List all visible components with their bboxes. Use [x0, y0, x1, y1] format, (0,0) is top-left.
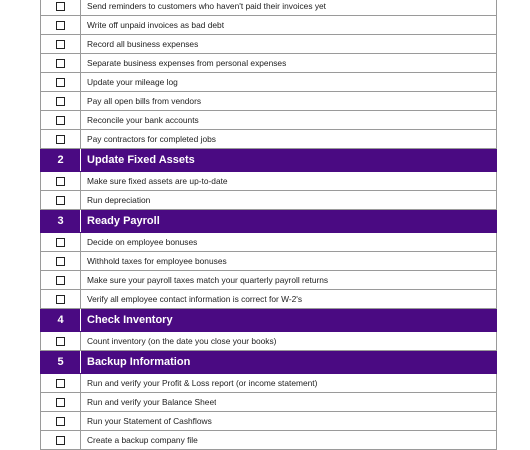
checkbox[interactable]	[56, 379, 65, 388]
checklist-item-label: Update your mileage log	[87, 77, 178, 87]
checklist-row	[40, 0, 497, 16]
checklist-item-label: Make sure fixed assets are up-to-date	[87, 176, 228, 186]
checklist-row	[40, 271, 497, 290]
checkbox-cell	[41, 16, 81, 34]
checklist-item-label: Run depreciation	[87, 195, 151, 205]
section-number-cell	[41, 210, 81, 232]
checkbox[interactable]	[56, 59, 65, 68]
checkbox[interactable]	[56, 78, 65, 87]
section-number-cell	[41, 149, 81, 171]
checkbox-cell	[41, 172, 81, 190]
checkbox[interactable]	[56, 40, 65, 49]
checklist-item-label: Make sure your payroll taxes match your quarterly payroll returns	[87, 275, 329, 285]
checklist-row	[40, 431, 497, 450]
checklist-row	[40, 233, 497, 252]
checklist-item-label: Run and verify your Balance Sheet	[87, 397, 217, 407]
checklist-item-label: Send reminders to customers who haven't paid their invoices yet	[87, 1, 327, 11]
checkbox-cell	[41, 271, 81, 289]
checkbox-cell	[41, 233, 81, 251]
checkbox[interactable]	[56, 417, 65, 426]
checklist-item-label: Pay all open bills from vendors	[87, 96, 202, 106]
checkbox-cell	[41, 191, 81, 209]
checklist-row	[40, 92, 497, 111]
checkbox[interactable]	[56, 276, 65, 285]
checkbox[interactable]	[56, 2, 65, 11]
section-title: Check Inventory	[87, 314, 173, 326]
section-title: Ready Payroll	[87, 215, 160, 227]
checkbox[interactable]	[56, 21, 65, 30]
checkbox-cell	[41, 332, 81, 350]
checklist-item-label: Pay contractors for completed jobs	[87, 134, 216, 144]
section-number: 2	[57, 154, 64, 166]
checkbox-cell	[41, 412, 81, 430]
section-header	[40, 149, 497, 172]
section-number: 4	[57, 314, 64, 326]
checklist-row	[40, 73, 497, 92]
section-number: 5	[57, 356, 64, 368]
section-header	[40, 309, 497, 332]
checkbox-cell	[41, 111, 81, 129]
checkbox-cell	[41, 35, 81, 53]
checklist-row	[40, 172, 497, 191]
checklist-row	[40, 393, 497, 412]
checkbox-cell	[41, 290, 81, 308]
checklist-item-label: Count inventory (on the date you close your books)	[87, 336, 277, 346]
checklist-item-label: Run and verify your Profit & Loss report (or income statement)	[87, 378, 318, 388]
checklist-item-label: Withhold taxes for employee bonuses	[87, 256, 227, 266]
checklist-row	[40, 16, 497, 35]
checklist-row	[40, 111, 497, 130]
checklist-item-label: Record all business expenses	[87, 39, 199, 49]
section-title: Update Fixed Assets	[87, 154, 195, 166]
checklist-item-label: Separate business expenses from personal expenses	[87, 58, 287, 68]
checklist-row	[40, 412, 497, 431]
checklist-row	[40, 130, 497, 149]
checklist-row	[40, 191, 497, 210]
checkbox[interactable]	[56, 196, 65, 205]
checklist-table	[40, 0, 497, 450]
checkbox-cell	[41, 73, 81, 91]
checkbox[interactable]	[56, 177, 65, 186]
checklist-item-label: Reconcile your bank accounts	[87, 115, 199, 125]
section-title: Backup Information	[87, 356, 191, 368]
checkbox[interactable]	[56, 238, 65, 247]
checkbox[interactable]	[56, 295, 65, 304]
checklist-item-label: Decide on employee bonuses	[87, 237, 198, 247]
checkbox-cell	[41, 252, 81, 270]
checklist-row	[40, 252, 497, 271]
section-number: 3	[57, 215, 64, 227]
section-header	[40, 210, 497, 233]
checkbox[interactable]	[56, 135, 65, 144]
section-number-cell	[41, 351, 81, 373]
checklist-item-label: Run your Statement of Cashflows	[87, 416, 212, 426]
checklist-row	[40, 54, 497, 73]
checklist-row	[40, 332, 497, 351]
checkbox-cell	[41, 92, 81, 110]
checkbox-cell	[41, 54, 81, 72]
checklist-item-label: Create a backup company file	[87, 435, 198, 445]
checkbox[interactable]	[56, 436, 65, 445]
checkbox-cell	[41, 393, 81, 411]
checkbox[interactable]	[56, 337, 65, 346]
checklist-item-label: Verify all employee contact information is correct for W-2's	[87, 294, 303, 304]
section-number-cell	[41, 309, 81, 331]
checklist-row	[40, 290, 497, 309]
checkbox[interactable]	[56, 97, 65, 106]
checklist-row	[40, 35, 497, 54]
checkbox-cell	[41, 0, 81, 15]
checkbox-cell	[41, 431, 81, 449]
checkbox[interactable]	[56, 398, 65, 407]
section-header	[40, 351, 497, 374]
checklist-item-label: Write off unpaid invoices as bad debt	[87, 20, 225, 30]
checkbox[interactable]	[56, 116, 65, 125]
checklist-row	[40, 374, 497, 393]
checkbox-cell	[41, 130, 81, 148]
checkbox-cell	[41, 374, 81, 392]
checkbox[interactable]	[56, 257, 65, 266]
